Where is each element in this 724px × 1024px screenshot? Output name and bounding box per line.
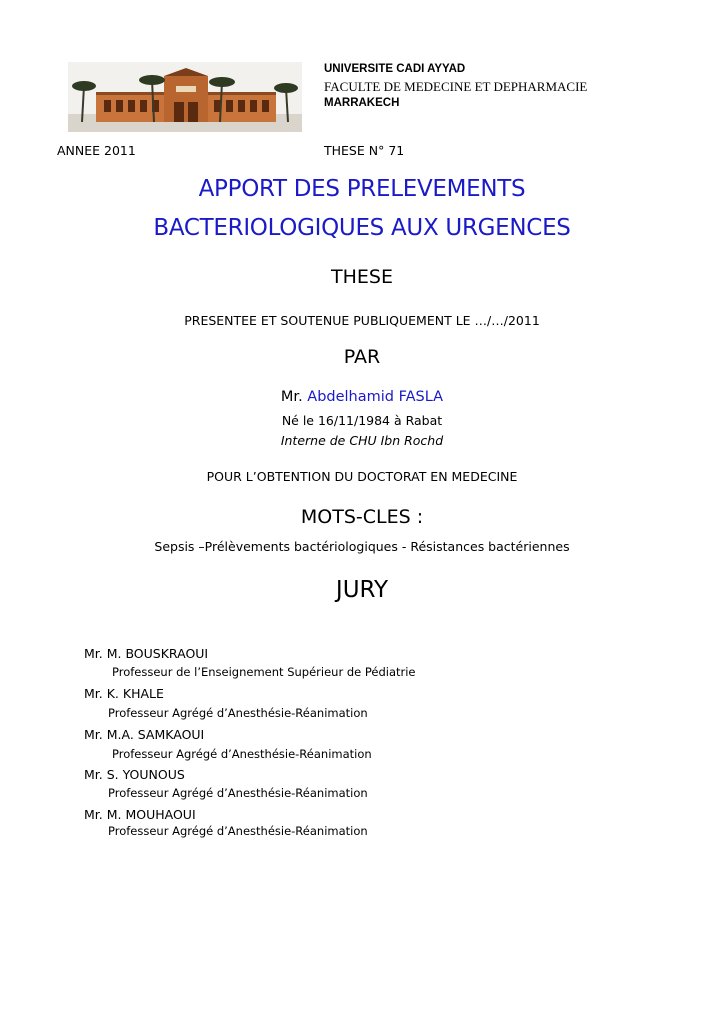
author-line	[0, 389, 724, 405]
jury-member-name: Mr. K. KHALE	[84, 686, 164, 701]
these-heading: THESE	[331, 266, 393, 288]
author-prefix: Mr.	[280, 389, 303, 405]
keywords-heading: MOTS-CLES :	[300, 506, 424, 528]
jury-member-name: Mr. M. BOUSKRAOUI	[84, 646, 209, 661]
jury-member-role: Professeur Agrégé d’Anesthésie-Réanimation	[108, 786, 368, 800]
thesis-title-line1: APPORT DES PRELEVEMENTS	[198, 176, 526, 202]
city-name: MARRAKECH	[324, 97, 400, 109]
faculty-building-logo	[68, 62, 302, 132]
jury-member-role: Professeur de l’Enseignement Supérieur de Pédiatrie	[112, 665, 416, 679]
doctorate-line: POUR L’OBTENTION DU DOCTORAT EN MEDECINE	[206, 469, 518, 484]
keywords-list: Sepsis –Prélèvements bactériologiques - Résistances bactériennes	[154, 539, 570, 554]
author-position: Interne de CHU Ibn Rochd	[280, 433, 444, 448]
jury-member-name: Mr. M. MOUHAOUI	[84, 807, 196, 822]
author-birth: Né le 16/11/1984 à Rabat	[281, 413, 443, 428]
university-name: UNIVERSITE CADI AYYAD	[324, 63, 466, 75]
jury-member-role: Professeur Agrégé d’Anesthésie-Réanimation	[112, 747, 372, 761]
jury-member-name: Mr. M.A. SAMKAOUI	[84, 727, 205, 742]
faculty-name: FACULTE DE MEDECINE ET DEPHARMACIE	[324, 79, 588, 94]
thesis-number: THESE N° 71	[324, 143, 405, 158]
par-heading: PAR	[343, 346, 381, 368]
author-name: Abdelhamid FASLA	[307, 389, 444, 405]
jury-member-role: Professeur Agrégé d’Anesthésie-Réanimation	[108, 706, 368, 720]
presentation-line: PRESENTEE ET SOUTENUE PUBLIQUEMENT LE …/…/2011	[184, 313, 540, 328]
year-label: ANNEE 2011	[57, 143, 136, 158]
thesis-title-line2: BACTERIOLOGIQUES AUX URGENCES	[153, 215, 571, 241]
jury-heading: JURY	[335, 577, 389, 603]
jury-member-name: Mr. S. YOUNOUS	[84, 767, 185, 782]
jury-member-role: Professeur Agrégé d’Anesthésie-Réanimation	[108, 824, 368, 838]
